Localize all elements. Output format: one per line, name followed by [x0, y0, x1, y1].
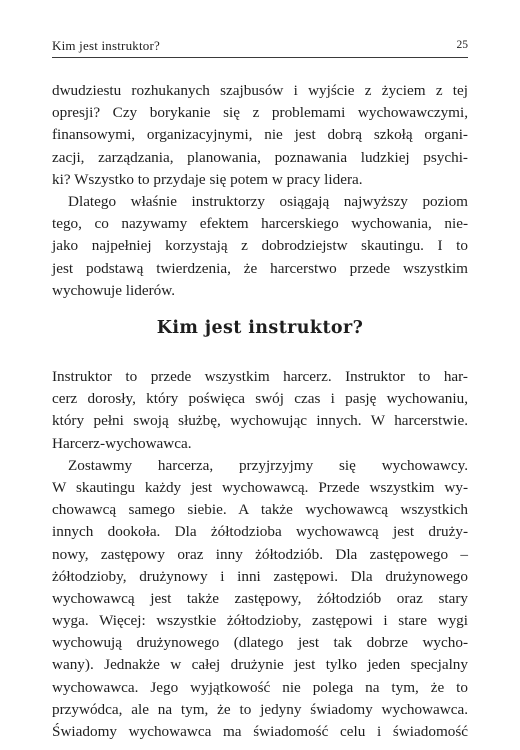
text-line: żółtodzioby, drużynowy i inni zastępowi. Dla drużynowego [52, 567, 468, 585]
text-line: nowy, zastępowy oraz inny żółtodziób. Dla zastępowego – [52, 545, 468, 563]
text-line: Dlatego właśnie instruktorzy osiągają najwyższy poziom [68, 192, 468, 210]
text-line: opresji? Czy borykanie się z problemami wychowawczymi, [52, 104, 468, 122]
text-line: wychowawca. Jego wyjątkowość nie polega na tym, że to [52, 678, 468, 696]
running-head-title: Kim jest instruktor? [52, 38, 160, 53]
text-line: Świadomy wychowawca ma świadomość celu i świadomość [52, 723, 468, 740]
text-line: jako najpełniej korzystają z dobrodziejstw skautingu. I to [52, 237, 468, 255]
page-number: 25 [456, 39, 468, 51]
text-line: ki? Wszystko to przydaje się potem w pracy lidera. [52, 170, 363, 188]
paragraph-block-1 [52, 80, 468, 302]
text-line: zacji, zarządzania, planowania, poznawania ludzkiej psychi- [52, 148, 468, 166]
text-line: wany). Jednakże w całej drużynie jest tylko jeden specjalny [52, 656, 468, 674]
text-line: tego, co nazywamy efektem harcerskiego wychowania, nie- [52, 215, 468, 233]
text-line: jest podstawą twierdzenia, że harcerstwo przede wszystkim [52, 259, 468, 277]
section-heading: Kim jest instruktor? [156, 318, 364, 338]
text-line: cerz dorosły, który poświęca swój czas i pasję wychowaniu, [52, 390, 468, 408]
text-line: Zostawmy harcerza, przyjrzyjmy się wychowawcy. [68, 456, 468, 474]
text-line: wychowawcą jest także zastępowy, żółtodziób oraz stary [52, 589, 468, 607]
running-head [52, 36, 468, 58]
text-line: chowawcą samego siebie. A także wychowawcą wszystkich [52, 501, 468, 519]
text-line: wychowują drużynowego (dlatego jest tak dobrze wycho- [52, 634, 468, 652]
text-line: dwudziestu rozhukanych szajbusów i wyjście z życiem z tej [52, 82, 468, 99]
text-line: W skautingu każdy jest wychowawcą. Przede wszystkim wy- [52, 478, 468, 496]
text-line: Instruktor to przede wszystkim harcerz. Instruktor to har- [52, 368, 468, 385]
text-line: innych dookoła. Dla żółtodzioba wychowawcą jest druży- [52, 523, 468, 541]
text-line: wyga. Więcej: wszystkie żółtodzioby, zastępowi i stare wygi [52, 612, 468, 630]
text-line: finansowymi, organizacyjnymi, nie jest dobrą szkołą organi- [52, 126, 468, 144]
text-line: który pełni swoją służbę, wychowując innych. W harcerstwie. [52, 412, 468, 430]
text-line: wychowuje liderów. [52, 281, 176, 299]
text-line: Harcerz-wychowawca. [52, 434, 192, 452]
paragraph-block-2 [52, 366, 468, 743]
header-rule [52, 57, 468, 58]
text-line: przywódca, ale na tym, że to jedyny świadomy wychowawca. [52, 700, 468, 718]
